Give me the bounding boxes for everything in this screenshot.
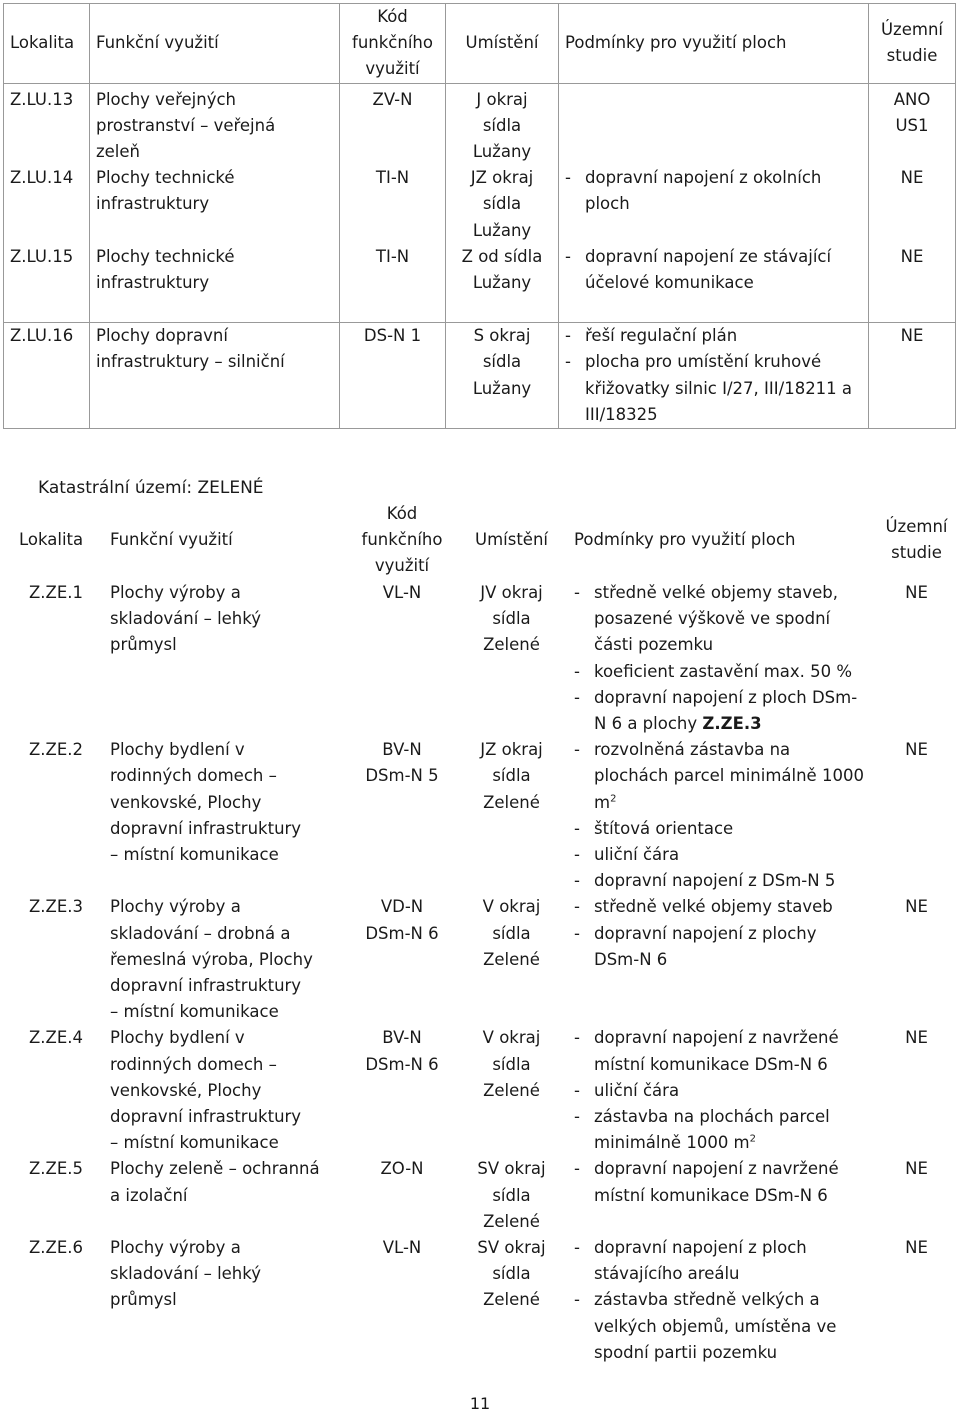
table-row — [4, 165, 956, 244]
funkce-cell-line: – místní komunikace — [110, 1133, 279, 1153]
condition-line — [574, 659, 872, 685]
funkce-cell — [90, 83, 340, 165]
umisteni-cell-line: Zelené — [483, 635, 540, 655]
superscript: 2 — [749, 1133, 757, 1145]
kod-cell-line: VL-N — [382, 583, 422, 602]
umisteni-cell-line: sídla — [492, 1185, 531, 1205]
condition-text: dopravní napojení z ploch DSm- — [594, 687, 858, 707]
lokalita-cell — [15, 894, 104, 1025]
bullet-dash: - — [574, 687, 580, 707]
studie-cell — [869, 323, 956, 429]
lokalita-code: Z.ZE.4 — [29, 1028, 84, 1048]
header-podminky: Podmínky pro využití ploch — [559, 4, 869, 84]
condition-text: dopravní napojení z navržené — [594, 1159, 839, 1179]
condition-line — [574, 1235, 872, 1261]
umisteni-cell-line: sídla — [482, 352, 522, 372]
condition-text: dopravní napojení z okolních — [585, 168, 822, 188]
studie-cell — [878, 1235, 955, 1366]
lokalita-cell — [15, 737, 104, 894]
header-uzemni-studie — [869, 4, 956, 84]
table-row — [15, 1156, 955, 1235]
condition-line — [565, 323, 862, 349]
condition-text: středně velké objemy staveb — [594, 897, 833, 917]
condition-line — [574, 580, 872, 606]
studie-cell-line: NE — [905, 583, 928, 602]
condition-line — [574, 632, 872, 658]
lokalita-cell — [4, 83, 90, 165]
kod-cell-line: VL-N — [382, 1238, 422, 1258]
umisteni-cell-line: sídla — [492, 766, 531, 786]
condition-line — [574, 685, 872, 711]
funkce-cell-line: Plochy veřejných — [96, 89, 236, 109]
studie-cell-line: US1 — [895, 115, 929, 135]
lu-table-header — [4, 4, 956, 84]
kod-cell-line: VD-N — [380, 897, 424, 917]
superscript: 2 — [610, 793, 617, 805]
header-umisteni: Umístění — [475, 529, 548, 549]
lu-table — [3, 3, 956, 429]
studie-cell-line: NE — [905, 1028, 928, 1048]
funkce-cell — [104, 737, 349, 894]
lokalita-code: Z.ZE.3 — [29, 897, 84, 917]
condition-text: minimálně 1000 m — [594, 1133, 750, 1153]
condition-line — [574, 842, 872, 868]
kod-cell — [349, 580, 455, 737]
kod-cell — [349, 737, 455, 894]
funkce-cell-line: skladování – lehký — [110, 1264, 261, 1284]
table-row — [4, 323, 956, 429]
bullet-dash: - — [574, 1080, 580, 1100]
funkce-cell-line: průmysl — [110, 635, 177, 655]
lokalita-cell — [15, 1025, 104, 1156]
umisteni-cell-line: sídla — [492, 1264, 531, 1284]
studie-cell-line: NE — [900, 168, 924, 188]
condition-line — [574, 1314, 872, 1340]
studie-cell-line: ANO — [893, 89, 931, 109]
kod-cell — [349, 894, 455, 1025]
page-number: 11 — [469, 1394, 491, 1413]
header-kod-line: využití — [365, 59, 420, 79]
table-row — [15, 580, 955, 737]
umisteni-cell-line: sídla — [492, 923, 531, 943]
funkce-cell-line: průmysl — [110, 1290, 177, 1310]
lokalita-code: Z.ZE.2 — [29, 740, 84, 760]
condition-text: III/18325 — [585, 404, 658, 424]
umisteni-cell-line: V okraj — [482, 1028, 541, 1048]
funkce-cell — [90, 165, 340, 244]
podminky-cell — [568, 580, 878, 737]
bullet-dash: - — [565, 326, 571, 346]
kod-cell-line: BV-N — [382, 1028, 422, 1048]
bullet-dash: - — [574, 583, 580, 602]
condition-line — [565, 402, 862, 428]
condition-text: ploch — [585, 194, 630, 214]
condition-line — [574, 1078, 872, 1104]
funkce-cell-line: skladování – lehký — [110, 609, 261, 629]
lokalita-cell — [4, 323, 90, 429]
podminky-cell — [559, 165, 869, 244]
condition-line — [574, 606, 872, 632]
studie-cell-line: NE — [905, 897, 928, 917]
funkce-cell-line: rodinných domech – — [110, 1054, 277, 1074]
condition-text: velkých objemů, umístěna ve — [594, 1316, 837, 1336]
lokalita-cell — [4, 165, 90, 244]
umisteni-cell-line: Lužany — [472, 220, 532, 240]
funkce-cell-line: Plochy výroby a — [110, 1238, 241, 1258]
funkce-cell-line: a izolační — [110, 1185, 188, 1205]
condition-text: N 6 a plochy — [594, 714, 703, 734]
kod-cell-line: DS-N 1 — [363, 326, 422, 346]
lokalita-cell — [15, 1156, 104, 1235]
studie-cell-line: NE — [905, 1238, 928, 1258]
condition-text: zástavba středně velkých a — [594, 1290, 820, 1310]
condition-text: spodní partii pozemku — [594, 1342, 778, 1362]
bullet-dash: - — [574, 1107, 580, 1127]
podminky-cell — [568, 1235, 878, 1366]
umisteni-cell-line: sídla — [482, 115, 522, 135]
funkce-cell-line: Plochy technické — [96, 168, 235, 188]
bullet-dash: - — [565, 352, 571, 372]
funkce-cell-line: infrastruktury — [96, 273, 210, 293]
umisteni-cell-line: Lužany — [472, 378, 532, 398]
table-row — [4, 244, 956, 323]
umisteni-cell — [455, 1156, 568, 1235]
kod-cell — [340, 165, 446, 244]
podminky-cell — [568, 894, 878, 1025]
kod-cell-line: DSm-N 6 — [365, 923, 439, 943]
podminky-cell — [559, 244, 869, 323]
studie-cell-line: NE — [905, 1159, 928, 1179]
funkce-cell-line: Plochy výroby a — [110, 897, 241, 917]
funkce-cell-line: Plochy bydlení v — [110, 1028, 245, 1048]
podminky-cell — [559, 83, 869, 165]
header-kod — [340, 4, 446, 84]
funkce-cell — [90, 244, 340, 323]
bullet-dash: - — [574, 1290, 580, 1310]
funkce-cell — [104, 1025, 349, 1156]
condition-text: posazené výškově ve spodní — [594, 609, 831, 629]
condition-text: části pozemku — [594, 635, 714, 655]
condition-text: dopravní napojení z plochy — [594, 923, 817, 943]
umisteni-cell-line: Lužany — [472, 273, 532, 293]
header-kod-line: funkčního — [361, 529, 443, 549]
funkce-cell-line: rodinných domech – — [110, 766, 277, 786]
funkce-cell-line: řemeslná výroba, Plochy — [110, 949, 313, 969]
condition-text: dopravní napojení ze stávající — [585, 246, 832, 266]
header-studie-line: studie — [886, 46, 938, 66]
kod-cell-line: DSm-N 6 — [365, 1054, 439, 1074]
umisteni-cell-line: S okraj — [473, 326, 531, 346]
funkce-cell-line: Plochy bydlení v — [110, 740, 245, 760]
condition-text: dopravní napojení z ploch — [594, 1238, 807, 1258]
umisteni-cell — [455, 894, 568, 1025]
kod-cell-line: DSm-N 5 — [365, 766, 439, 786]
condition-text: rozvolněná zástavba na — [594, 740, 791, 760]
bullet-dash: - — [574, 661, 580, 681]
lokalita-cell — [15, 580, 104, 737]
funkce-cell-line: Plochy zeleně – ochranná — [110, 1159, 320, 1179]
lokalita-code: Z.LU.15 — [10, 246, 74, 266]
funkce-cell-line: venkovské, Plochy — [110, 1080, 262, 1100]
umisteni-cell — [446, 165, 559, 244]
umisteni-cell-line: sídla — [482, 194, 522, 214]
ze-table-body — [15, 580, 955, 1366]
bullet-dash: - — [565, 168, 571, 188]
umisteni-cell — [455, 580, 568, 737]
header-podminky: Podmínky pro využití ploch — [574, 529, 796, 549]
umisteni-cell — [455, 1235, 568, 1366]
condition-line — [574, 1104, 872, 1130]
lokalita-code: Z.LU.14 — [10, 168, 74, 188]
bullet-dash: - — [574, 1159, 580, 1179]
header-uzemni-studie — [878, 500, 955, 580]
podminky-cell — [568, 1025, 878, 1156]
condition-line — [574, 1287, 872, 1313]
studie-cell — [878, 580, 955, 737]
umisteni-cell — [446, 83, 559, 165]
umisteni-cell-line: Zelené — [483, 1290, 540, 1310]
umisteni-cell-line: Zelené — [483, 1080, 540, 1100]
condition-text: uliční čára — [594, 845, 680, 865]
condition-line — [574, 1183, 872, 1209]
condition-text: uliční čára — [594, 1080, 680, 1100]
condition-line — [574, 1261, 872, 1287]
studie-cell — [878, 737, 955, 894]
condition-line — [574, 1025, 872, 1051]
table-row — [4, 83, 956, 165]
bullet-dash: - — [574, 845, 580, 865]
condition-text: DSm-N 6 — [594, 949, 668, 969]
header-kod-line: Kód — [386, 503, 418, 523]
funkce-cell-line: dopravní infrastruktury — [110, 976, 302, 996]
studie-cell — [878, 894, 955, 1025]
funkce-cell — [104, 1156, 349, 1235]
podminky-cell — [568, 1156, 878, 1235]
umisteni-cell — [455, 737, 568, 894]
kod-cell — [349, 1235, 455, 1366]
condition-line — [565, 376, 862, 402]
funkce-cell-line: zeleň — [96, 142, 141, 162]
umisteni-cell-line: J okraj — [476, 89, 528, 109]
funkce-cell-line: dopravní infrastruktury — [110, 818, 302, 838]
condition-text: křižovatky silnic I/27, III/18211 a — [585, 378, 853, 398]
header-kod-line: funkčního — [352, 33, 433, 53]
kod-cell-line: TI-N — [375, 246, 410, 266]
funkce-cell-line: prostranství – veřejná — [96, 115, 276, 135]
studie-cell — [869, 165, 956, 244]
funkce-cell — [104, 580, 349, 737]
funkce-cell-line: Plochy technické — [96, 246, 235, 266]
kod-cell — [349, 1025, 455, 1156]
table-row — [15, 1025, 955, 1156]
umisteni-cell-line: Zelené — [483, 949, 540, 969]
condition-text: místní komunikace DSm-N 6 — [594, 1054, 828, 1074]
umisteni-cell-line: SV okraj — [477, 1159, 546, 1179]
kod-cell — [349, 1156, 455, 1235]
ze-table-header — [15, 500, 955, 580]
studie-cell — [878, 1156, 955, 1235]
condition-text: zástavba na plochách parcel — [594, 1107, 830, 1127]
bullet-dash: - — [574, 818, 580, 838]
condition-line — [574, 1156, 872, 1182]
studie-cell — [869, 83, 956, 165]
funkce-cell-line: – místní komunikace — [110, 1002, 279, 1022]
condition-text: účelové komunikace — [585, 273, 754, 293]
umisteni-cell-line: Zelené — [483, 792, 540, 812]
condition-text: dopravní napojení z DSm-N 5 — [594, 871, 836, 891]
header-studie-line: Územní — [880, 20, 943, 40]
kod-cell — [340, 83, 446, 165]
condition-line — [574, 790, 872, 816]
bullet-dash: - — [574, 740, 580, 760]
bullet-dash: - — [565, 246, 571, 266]
condition-text: štítová orientace — [594, 818, 734, 838]
umisteni-cell — [446, 244, 559, 323]
lu-table-body — [4, 83, 956, 428]
funkce-cell-line: – místní komunikace — [110, 845, 279, 865]
condition-line — [574, 921, 872, 947]
podminky-cell — [568, 737, 878, 894]
studie-cell-line: NE — [900, 326, 924, 346]
condition-line — [574, 737, 872, 763]
studie-cell — [869, 244, 956, 323]
condition-line — [574, 1340, 872, 1366]
header-kod — [349, 500, 455, 580]
condition-text: m — [594, 792, 611, 812]
header-studie-line: studie — [891, 543, 942, 562]
umisteni-cell-line: SV okraj — [477, 1238, 546, 1258]
studie-cell — [878, 1025, 955, 1156]
funkce-cell — [104, 894, 349, 1025]
umisteni-cell-line: Zelené — [483, 1211, 540, 1231]
funkce-cell-line: Plochy výroby a — [110, 583, 241, 602]
condition-text: řeší regulační plán — [585, 326, 738, 346]
condition-text: plochách parcel minimálně 1000 — [594, 766, 864, 786]
kod-cell-line: ZO-N — [380, 1159, 424, 1179]
bold-reference: Z.ZE.3 — [702, 714, 762, 734]
kod-cell-line: ZV-N — [372, 89, 413, 109]
condition-line — [574, 711, 872, 737]
condition-text: místní komunikace DSm-N 6 — [594, 1185, 828, 1205]
condition-line — [574, 1130, 872, 1156]
condition-line — [574, 947, 872, 973]
lokalita-code: Z.ZE.1 — [29, 583, 84, 602]
header-kod-line: Kód — [377, 7, 408, 26]
umisteni-cell-line: JV okraj — [480, 583, 543, 602]
kod-cell-line: BV-N — [382, 740, 422, 760]
condition-line — [565, 165, 862, 191]
condition-line — [574, 894, 872, 920]
condition-text: stávajícího areálu — [594, 1264, 740, 1284]
bullet-dash: - — [574, 923, 580, 943]
lokalita-code: Z.LU.16 — [10, 326, 74, 346]
lokalita-code: Z.LU.13 — [10, 89, 74, 109]
umisteni-cell-line: Z od sídla — [461, 246, 543, 266]
condition-text: dopravní napojení z navržené — [594, 1028, 839, 1048]
kod-cell — [340, 323, 446, 429]
bullet-dash: - — [574, 1238, 580, 1258]
table-row — [15, 894, 955, 1025]
funkce-cell-line: skladování – drobná a — [110, 923, 291, 943]
condition-line — [565, 349, 862, 375]
lokalita-code: Z.ZE.6 — [29, 1238, 84, 1258]
kod-cell — [340, 244, 446, 323]
funkce-cell-line: venkovské, Plochy — [110, 792, 262, 812]
studie-cell-line: NE — [905, 740, 928, 760]
condition-line — [565, 244, 862, 270]
umisteni-cell-line: JZ okraj — [470, 168, 534, 188]
table-row — [15, 1235, 955, 1366]
condition-text: plocha pro umístění kruhové — [585, 352, 822, 372]
header-kod-line: využití — [374, 556, 430, 576]
condition-line — [574, 1052, 872, 1078]
condition-text: středně velké objemy staveb, — [594, 583, 839, 602]
lokalita-code: Z.ZE.5 — [29, 1159, 84, 1179]
funkce-cell — [90, 323, 340, 429]
header-lokalita: Lokalita — [19, 529, 84, 549]
studie-cell-line: NE — [900, 246, 924, 266]
bullet-dash: - — [574, 897, 580, 917]
bullet-dash: - — [574, 871, 580, 891]
umisteni-cell-line: sídla — [492, 609, 531, 629]
condition-line — [565, 270, 862, 296]
lokalita-cell — [15, 1235, 104, 1366]
funkce-cell-line: dopravní infrastruktury — [110, 1107, 302, 1127]
podminky-cell — [559, 323, 869, 429]
condition-line — [574, 868, 872, 894]
bullet-dash: - — [574, 1028, 580, 1048]
umisteni-cell — [455, 1025, 568, 1156]
condition-line — [565, 191, 862, 217]
funkce-cell-line: infrastruktury — [96, 194, 210, 214]
condition-text: koeficient zastavění max. 50 % — [594, 661, 853, 681]
cadastral-title: Katastrální území: ZELENÉ — [38, 478, 264, 498]
header-lokalita: Lokalita — [4, 4, 90, 84]
funkce-cell-line: infrastruktury – silniční — [96, 352, 285, 372]
header-umisteni: Umístění — [446, 4, 559, 84]
umisteni-cell-line: JZ okraj — [480, 740, 543, 760]
ze-table — [15, 500, 955, 1366]
funkce-cell — [104, 1235, 349, 1366]
table-row — [15, 737, 955, 894]
umisteni-cell-line: sídla — [492, 1054, 531, 1074]
umisteni-cell-line: V okraj — [482, 897, 541, 917]
kod-cell-line: TI-N — [375, 168, 410, 188]
funkce-cell-line: Plochy dopravní — [96, 326, 228, 346]
umisteni-cell — [446, 323, 559, 429]
header-funkcni-vyuziti: Funkční využití — [90, 4, 340, 84]
header-funkcni-vyuziti: Funkční využití — [110, 529, 233, 549]
lokalita-cell — [4, 244, 90, 323]
header-studie-line: Územní — [885, 516, 948, 536]
condition-line — [574, 816, 872, 842]
umisteni-cell-line: Lužany — [472, 142, 532, 162]
condition-line — [574, 763, 872, 789]
